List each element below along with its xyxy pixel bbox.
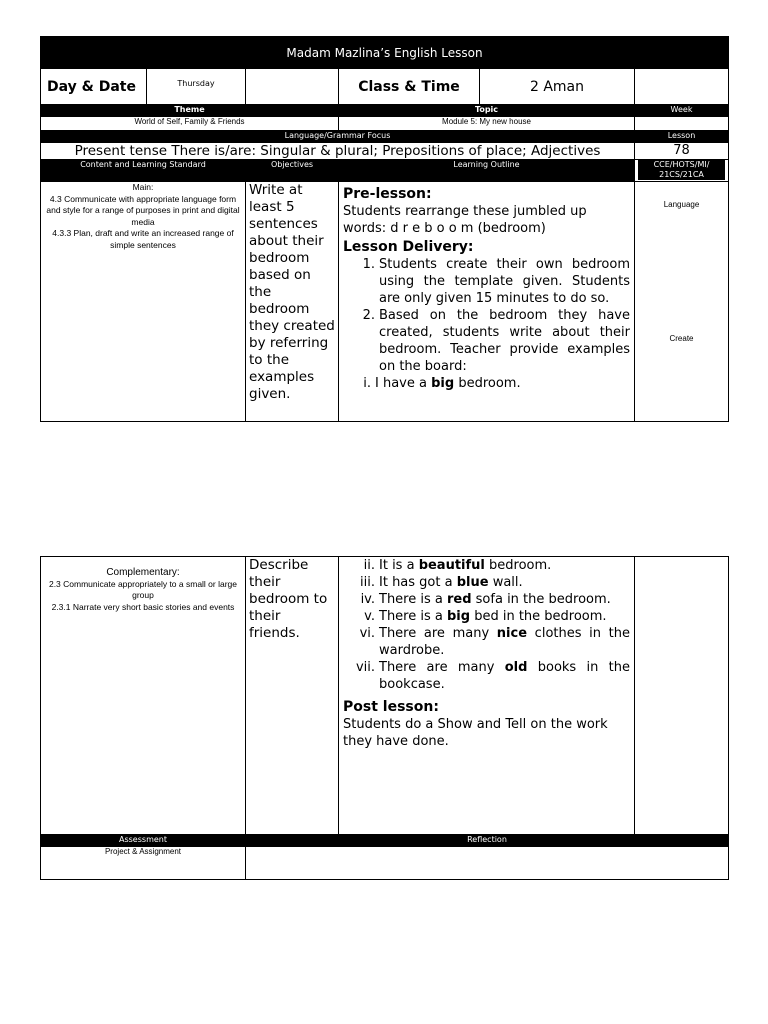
assessment-value: Project & Assignment [41,847,246,880]
lesson-value: 78 [635,143,729,160]
class-time-label: Class & Time [339,69,480,105]
complementary-label: Complementary: [106,567,180,578]
pre-lesson-text: Students rearrange these jumbled up words: d r e b o o m (bedroom) [343,204,587,236]
list-item: i. I have a big bedroom. [363,376,521,391]
pre-lesson-label: Pre-lesson: [343,186,432,202]
day-date-label: Day & Date [41,69,147,105]
post-lesson-text: Students do a Show and Tell on the work they have done. [343,717,608,749]
theme-label: Theme [41,105,339,117]
post-lesson-label: Post lesson: [343,699,439,715]
grammar-label: Language/Grammar Focus [41,131,635,143]
theme-value: World of Self, Family & Friends [41,117,339,131]
topic-label: Topic [339,105,635,117]
delivery-label: Lesson Delivery: [343,239,474,255]
example-list [343,557,630,693]
lesson-plan-table-top [40,36,729,422]
grammar-value: Present tense There is/are: Singular & plural; Prepositions of place; Adjectives [41,143,635,160]
empty-cell [246,69,339,105]
topic-value: Module 5: My new house [339,117,635,131]
day-value: Thursday [147,69,246,105]
objectives-label: Objectives [246,160,339,182]
cce-create: Create [669,334,694,343]
learning-outline-label: Learning Outline [339,160,635,182]
list-item: v. There is a big bed in the bedroom. [364,609,607,624]
cce-label-cell [635,160,729,182]
empty-cell [635,69,729,105]
list-item: 2. Based on the bedroom they have created, students write about their bedroom. Teacher provide examples on the board: [362,308,630,374]
cce-cell-empty [635,557,729,835]
complementary-cell [41,557,246,835]
objective-main: Write at least 5 sentences about their bedroom based on the bedroom they created by referring to the examples given. [246,182,339,422]
list-item: vii. There are many old books in the bookcase. [355,660,630,692]
delivery-steps [343,256,630,392]
list-item: iv. There is a red sofa in the bedroom. [360,592,611,607]
list-item: iii. It has got a blue wall. [360,575,523,590]
lesson-title: Madam Mazlina’s English Lesson [41,37,729,69]
main-standard-1: 4.3 Communicate with appropriate language form and style for a range of purposes in print and digital media [46,193,240,227]
lesson-label: Lesson [635,131,729,143]
class-value: 2 Aman [480,69,635,105]
lesson-plan-table-bottom [40,556,729,880]
learning-outline-cont [339,557,635,835]
comp-standard-1: 2.3 Communicate appropriately to a small or large group [48,578,238,600]
week-value [635,117,729,131]
assessment-label: Assessment [41,835,246,847]
content-standard-label: Content and Learning Standard [41,160,246,182]
list-item: ii. It is a beautiful bedroom. [363,558,552,573]
learning-outline-cell [339,182,635,422]
comp-standard-2: 2.3.1 Narrate very short basic stories and events [51,601,235,612]
main-standards-cell [41,182,246,422]
list-item: 1. Students create their own bedroom using the template given. Students are only given 15 minutes to do so. [362,257,630,306]
reflection-value [246,847,729,880]
objective-comp: Describe their bedroom to their friends. [246,557,339,835]
main-standard-2: 4.3.3 Plan, draft and write an increased range of simple sentences [52,228,234,250]
list-item: vi. There are many nice clothes in the wardrobe. [359,626,631,658]
week-label: Week [635,105,729,117]
cce-language: Language [663,200,700,209]
reflection-label: Reflection [246,835,729,847]
cce-label: CCE/HOTS/MI/ 21CS/21CA [638,160,725,180]
cce-cell [635,182,729,422]
main-label: Main: [132,182,154,192]
